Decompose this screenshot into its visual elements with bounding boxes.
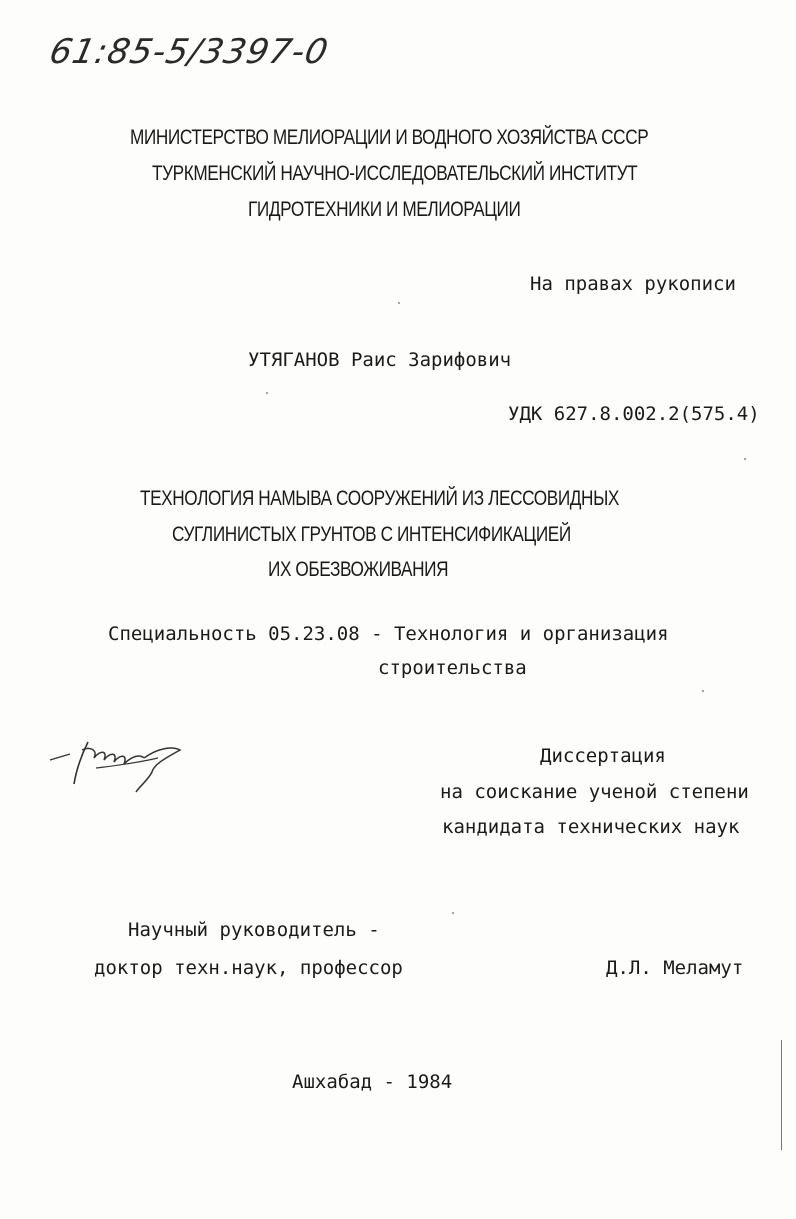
author-name: УТЯГАНОВ Раис Зарифович	[248, 349, 512, 371]
ministry-name: МИНИСТЕРСТВО МЕЛИОРАЦИИ И ВОДНОГО ХОЗЯЙСТВА СССР	[130, 126, 649, 149]
thesis-title-line3: ИХ ОБЕЗВОЖИВАНИЯ	[268, 558, 449, 581]
scan-speck	[398, 302, 400, 304]
degree-name: кандидата технических наук	[442, 816, 740, 838]
author-signature	[40, 728, 190, 798]
supervisor-name: Д.Л. Меламут	[606, 957, 744, 979]
archive-code-handwritten: 61:85-5/3397-0	[46, 32, 333, 72]
thesis-title-line1: ТЕХНОЛОГИЯ НАМЫВА СООРУЖЕНИЙ ИЗ ЛЕССОВИДНЫХ	[140, 487, 619, 510]
institute-name-line1: ТУРКМЕНСКИЙ НАУЧНО-ИССЛЕДОВАТЕЛЬСКИЙ ИНСТИТУТ	[152, 162, 638, 185]
scan-speck	[266, 392, 268, 394]
specialty-line1: Специальность 05.23.08 - Технология и организация	[108, 623, 669, 645]
scan-speck	[702, 690, 704, 692]
scan-speck	[452, 912, 454, 914]
scan-speck	[744, 458, 746, 460]
place-and-year: Ашхабад - 1984	[292, 1071, 453, 1093]
scan-edge-mark	[781, 1040, 782, 1150]
dissertation-label: Диссертация	[540, 745, 666, 767]
supervisor-degree: доктор техн.наук, профессор	[94, 957, 403, 979]
institute-name-line2: ГИДРОТЕХНИКИ И МЕЛИОРАЦИИ	[248, 198, 521, 221]
thesis-title-line2: СУГЛИНИСТЫХ ГРУНТОВ С ИНТЕНСИФИКАЦИЕЙ	[172, 523, 571, 546]
supervisor-label: Научный руководитель -	[128, 919, 380, 941]
degree-purpose: на соискание ученой степени	[440, 781, 749, 803]
udc-code: УДК 627.8.002.2(575.4)	[508, 403, 760, 425]
manuscript-rights-note: На правах рукописи	[530, 273, 736, 295]
specialty-line2: строительства	[378, 657, 527, 679]
